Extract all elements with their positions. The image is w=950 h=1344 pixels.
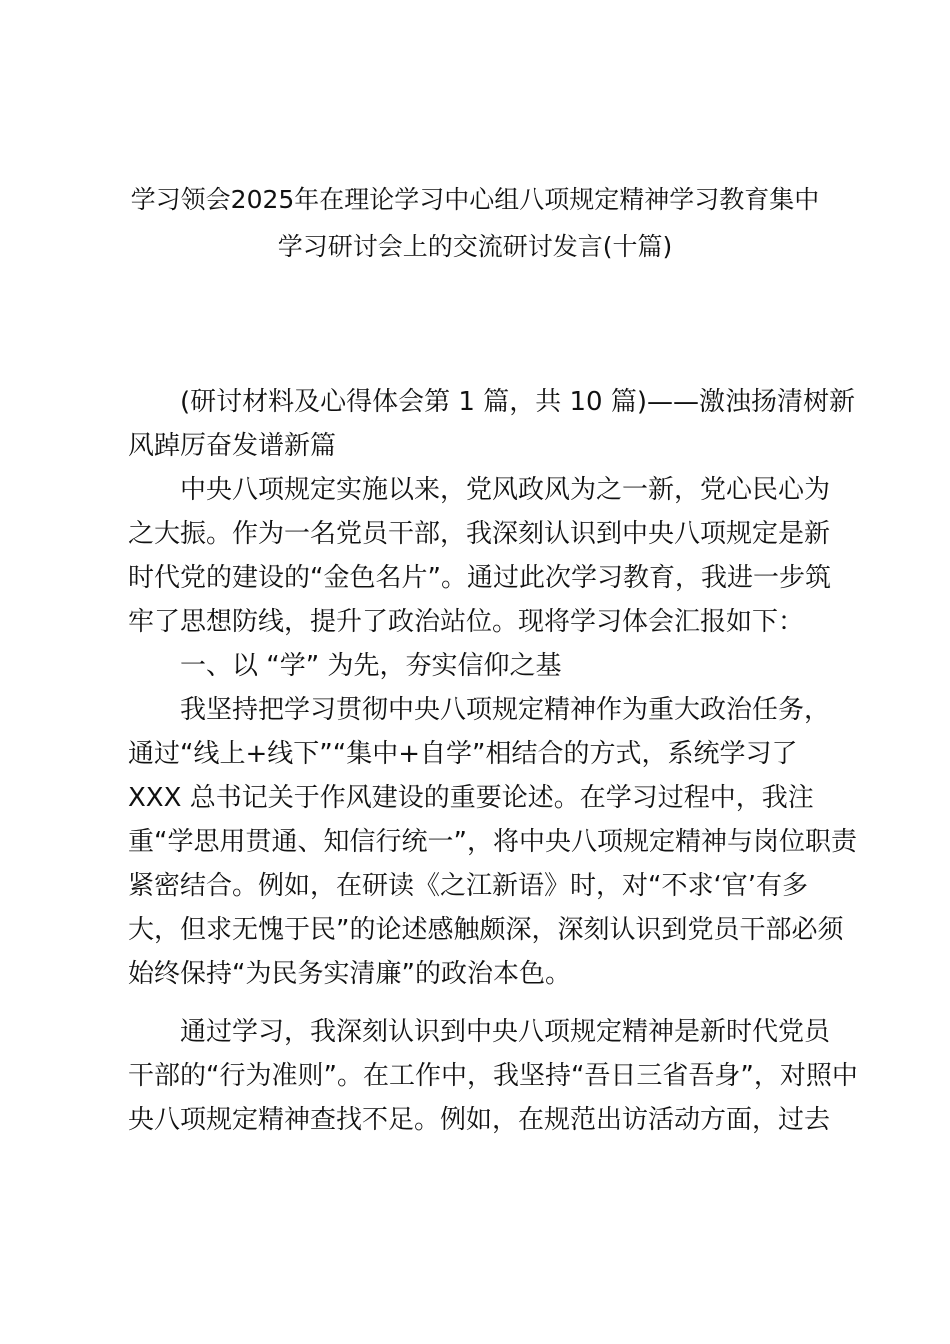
subtitle-line-1: (研讨材料及心得体会第 1 篇，共 10 篇)——激浊扬清树新: [180, 387, 855, 417]
paragraph-3-line-1: 通过学习，我深刻认识到中央八项规定精神是新时代党员: [180, 1017, 831, 1047]
subtitle-line-2: 风踔厉奋发谱新篇: [128, 431, 337, 461]
paragraph-3: [128, 1010, 858, 1142]
section-heading-1-text: 一、以 “学” 为先，夯实信仰之基: [180, 651, 562, 681]
paragraph-1-line-3: 时代党的建设的“金色名片”。通过此次学习教育，我进一步筑: [128, 563, 831, 593]
paragraph-2-line-5: 紧密结合。例如，在研读《之江新语》时，对“不求‘官’有多: [128, 871, 808, 901]
paragraph-2-line-1: 我坚持把学习贯彻中央八项规定精神作为重大政治任务，: [180, 695, 831, 725]
paragraph-2: [128, 688, 857, 996]
paragraph-3-line-3: 央八项规定精神查找不足。例如，在规范出访活动方面，过去: [128, 1105, 831, 1135]
paragraph-2-line-4: 重“学思用贯通、知信行统一”，将中央八项规定精神与岗位职责: [128, 827, 857, 857]
paragraph-2-line-7: 始终保持“为民务实清廉”的政治本色。: [128, 959, 571, 989]
paragraph-2-line-6: 大，但求无愧于民”的论述感触颇深，深刻认识到党员干部必须: [128, 915, 844, 945]
paragraph-1-line-4: 牢了思想防线，提升了政治站位。现将学习体会汇报如下：: [128, 607, 805, 637]
paragraph-2-line-3: XXX 总书记关于作风建设的重要论述。在学习过程中，我注: [128, 783, 814, 813]
document-title-line-1: 学习领会2025年在理论学习中心组八项规定精神学习教育集中: [130, 185, 820, 214]
document-subtitle: [128, 380, 855, 468]
paragraph-1-line-2: 之大振。作为一名党员干部，我深刻认识到中央八项规定是新: [128, 519, 831, 549]
paragraph-2-line-2: 通过“线上+线下”“集中+自学”相结合的方式，系统学习了: [128, 739, 798, 769]
document-title-line-2: 学习研讨会上的交流研讨发言(十篇): [277, 232, 673, 261]
paragraph-3-line-2: 干部的“行为准则”。在工作中，我坚持“吾日三省吾身”，对照中: [128, 1061, 858, 1091]
section-heading-1: [128, 644, 833, 688]
paragraph-1-line-1: 中央八项规定实施以来，党风政风为之一新，党心民心为: [180, 475, 831, 505]
paragraph-1: [128, 468, 833, 644]
